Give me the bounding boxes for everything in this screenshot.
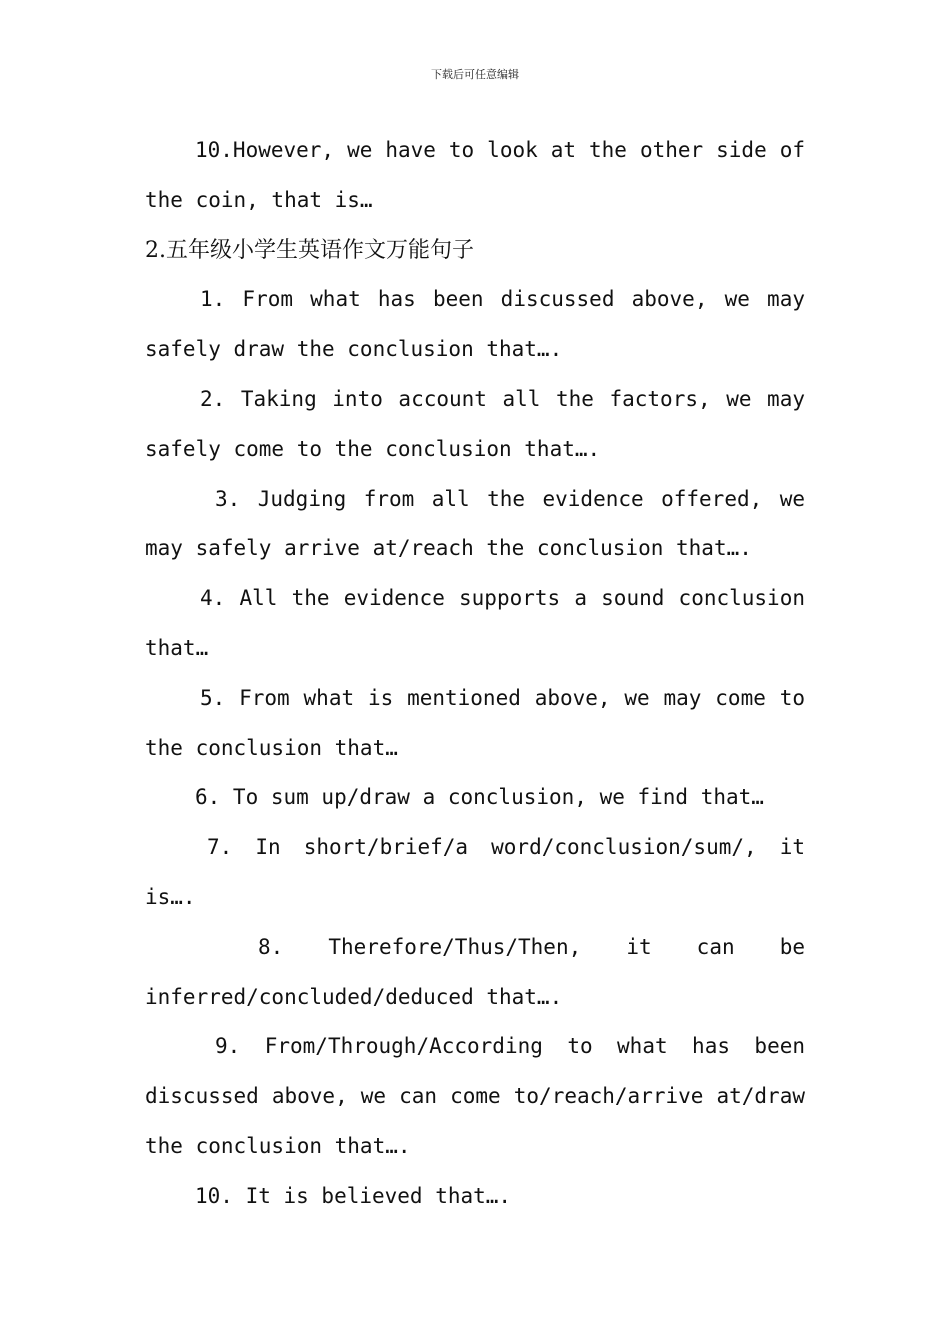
intro-line: 10.However, we have to look at the other side of the coin, that is… (145, 138, 805, 212)
section-heading: 2.五年级小学生英语作文万能句子 (145, 237, 474, 263)
sentence-1: 1. From what has been discussed above, we may safely draw the conclusion that…. (145, 287, 805, 362)
sentence-3: 3. Judging from all the evidence offered, we may safely arrive at/reach the conclusion that…. (145, 486, 805, 561)
sentence-7: 7. In short/brief/a word/conclusion/sum/, it is…. (145, 835, 805, 909)
sentence-9: 9. From/Through/According to what has been discussed above, we can come to/reach/arrive at/draw the conclusion that…. (145, 1034, 805, 1158)
sentence-4: 4. All the evidence supports a sound conclusion that… (145, 586, 805, 660)
document-body (145, 126, 805, 1222)
page-header: 下载后可任意编辑 (431, 68, 519, 81)
sentence-10: 10. It is believed that…. (195, 1183, 512, 1208)
sentence-2: 2. Taking into account all the factors, we may safely come to the conclusion that…. (145, 386, 805, 461)
sentence-8: 8. Therefore/Thus/Then, it can be inferred/concluded/deduced that…. (145, 934, 805, 1009)
sentence-5: 5. From what is mentioned above, we may come to the conclusion that… (145, 685, 805, 760)
sentence-6: 6. To sum up/draw a conclusion, we find that… (195, 785, 764, 810)
